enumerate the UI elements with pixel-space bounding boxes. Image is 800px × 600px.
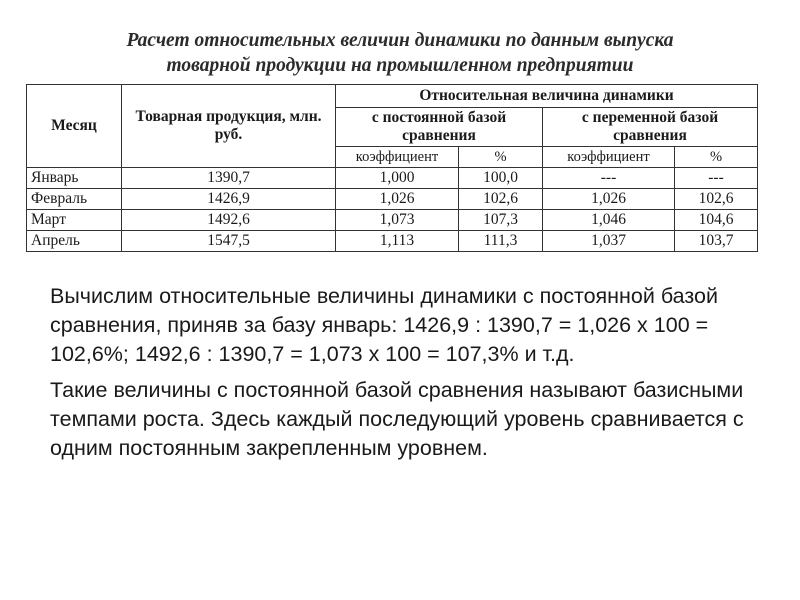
cell-variable-coef: 1,046	[543, 210, 675, 231]
cell-value: 1390,7	[122, 168, 336, 189]
cell-value: 1547,5	[122, 231, 336, 252]
cell-variable-percent: 102,6	[675, 189, 758, 210]
cell-month: Февраль	[27, 189, 122, 210]
cell-variable-percent: 103,7	[675, 231, 758, 252]
table-row	[27, 231, 758, 252]
cell-constant-percent: 107,3	[459, 210, 543, 231]
explanation-paragraph-2: Такие величины с постоянной базой сравнения называют базисными темпами роста. Здесь каждый последующий уровень сравнивается с одним постоянным закрепленным уровнем.	[50, 378, 744, 460]
table-title	[20, 28, 780, 78]
table-row	[27, 210, 758, 231]
header-constant-coef: коэффициент	[336, 147, 459, 168]
header-variable-base: с переменной базой сравнения	[543, 108, 758, 147]
cell-variable-percent: 104,6	[675, 210, 758, 231]
cell-variable-coef: 1,037	[543, 231, 675, 252]
table-title-line-2: товарной продукции на промышленном предприятии	[166, 55, 634, 76]
table-row	[27, 189, 758, 210]
table-row	[27, 168, 758, 189]
cell-constant-percent: 111,3	[459, 231, 543, 252]
explanation-text	[50, 282, 750, 463]
cell-constant-coef: 1,073	[336, 210, 459, 231]
cell-value: 1492,6	[122, 210, 336, 231]
cell-variable-percent: ---	[675, 168, 758, 189]
cell-month: Апрель	[27, 231, 122, 252]
header-variable-percent: %	[675, 147, 758, 168]
explanation-paragraph-1: Вычислим относительные величины динамики с постоянной базой сравнения, приняв за базу январь: 1426,9 : 1390,7 = 1,026 х 100 = 102,6%; 1492,6 : 1390,7 = 1,073 х 100 = 107,3% и т.д.	[50, 284, 718, 366]
cell-constant-coef: 1,026	[336, 189, 459, 210]
table-title-line-1: Расчет относительных величин динамики по данным выпуска	[126, 30, 674, 51]
cell-constant-percent: 102,6	[459, 189, 543, 210]
header-variable-coef: коэффициент	[543, 147, 675, 168]
dynamics-table	[26, 84, 758, 252]
header-dynamics: Относительная величина динамики	[336, 85, 758, 108]
header-product: Товарная продукция, млн. руб.	[122, 85, 336, 168]
cell-constant-coef: 1,113	[336, 231, 459, 252]
header-constant-percent: %	[459, 147, 543, 168]
cell-constant-percent: 100,0	[459, 168, 543, 189]
cell-variable-coef: 1,026	[543, 189, 675, 210]
header-month: Месяц	[27, 85, 122, 168]
cell-month: Январь	[27, 168, 122, 189]
cell-value: 1426,9	[122, 189, 336, 210]
cell-variable-coef: ---	[543, 168, 675, 189]
cell-month: Март	[27, 210, 122, 231]
header-constant-base: с постоянной базой сравнения	[336, 108, 543, 147]
cell-constant-coef: 1,000	[336, 168, 459, 189]
